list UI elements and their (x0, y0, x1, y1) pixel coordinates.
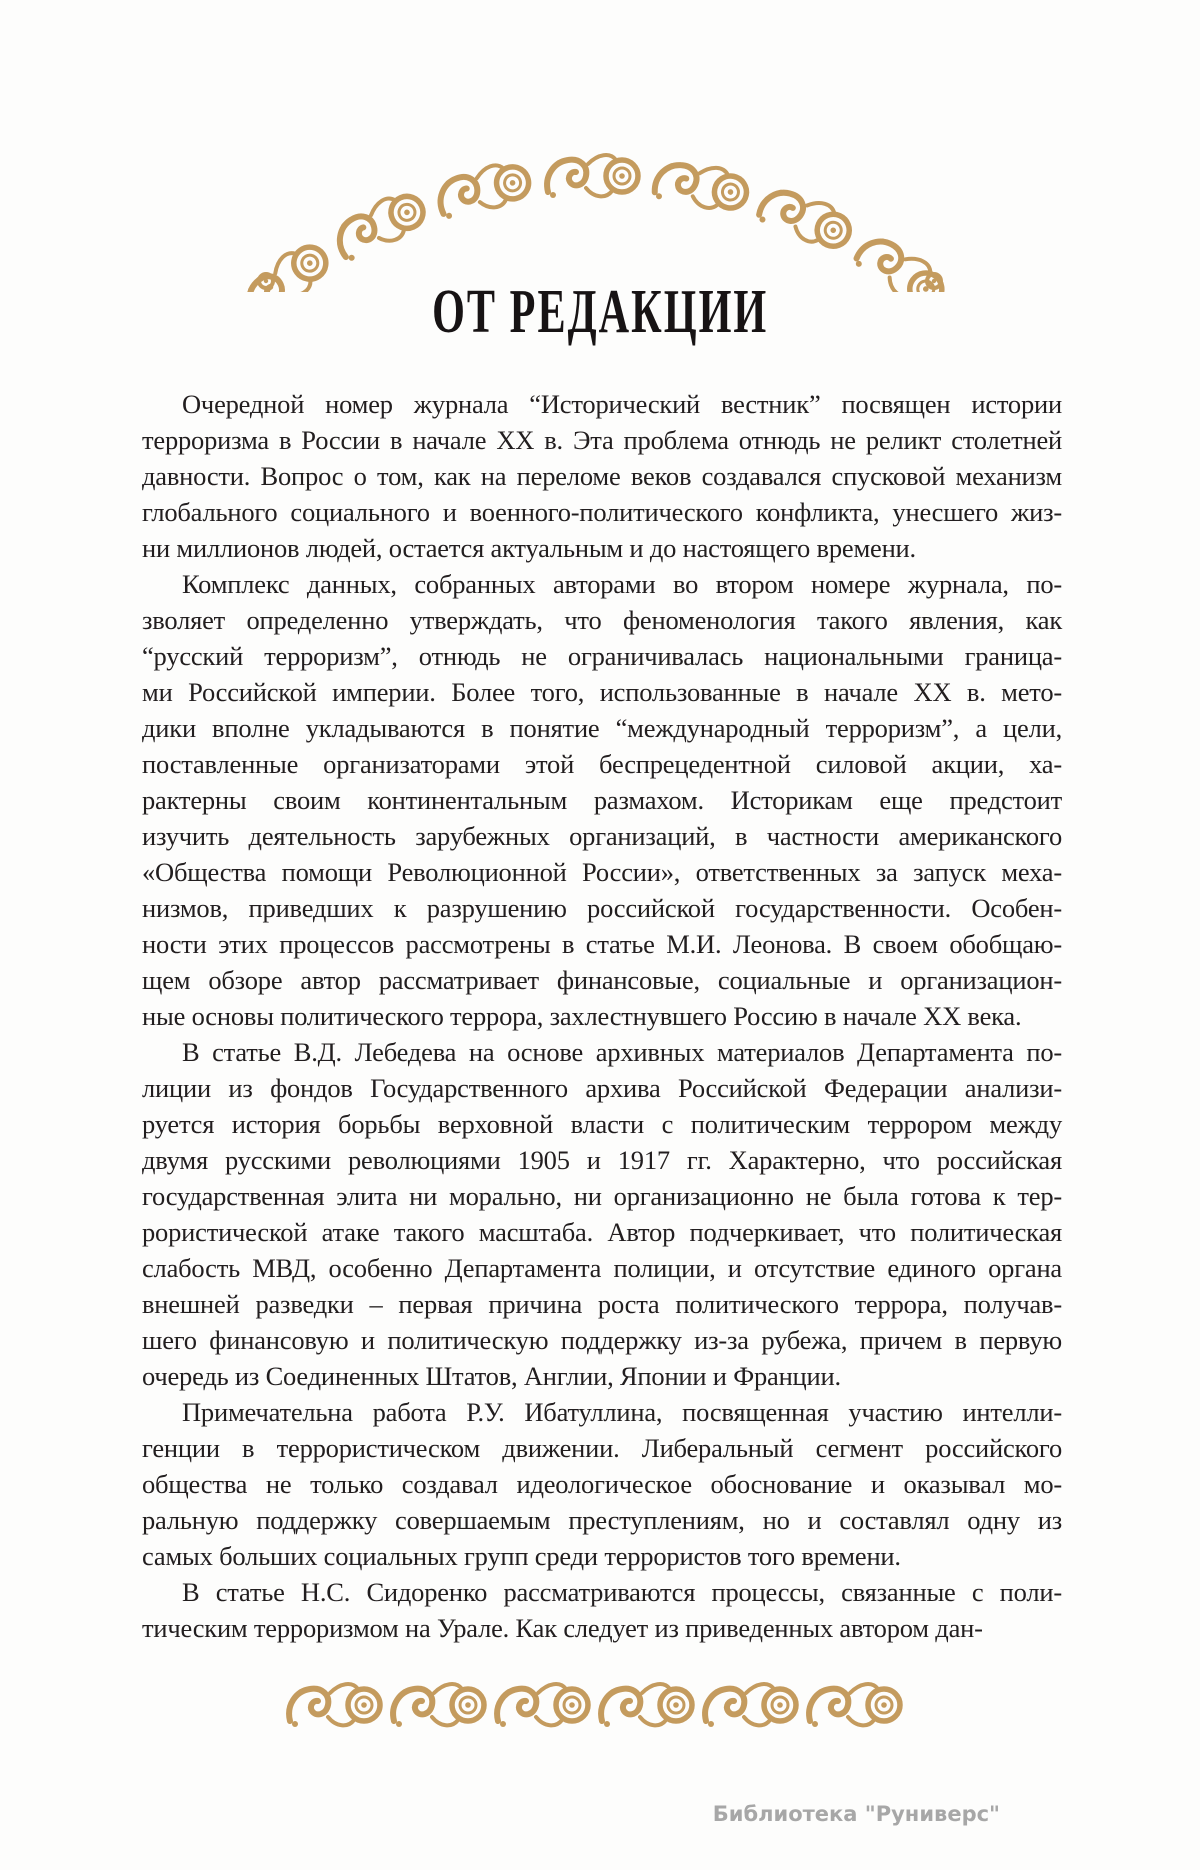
text-line: очередь из Соединенных Штатов, Англии, Японии и Франции. (142, 1361, 841, 1391)
text-line: общества не только создавал идеологическое обоснование и оказывал мо- (142, 1469, 1062, 1499)
text-line: руется история борьбы верховной власти с политическим террором между (142, 1109, 1062, 1139)
text-line: Примечательна работа Р.У. Ибатуллина, посвященная участию интелли- (182, 1397, 1062, 1427)
ornament-arc-icon (240, 140, 960, 292)
text-line: ности этих процессов рассмотрены в статье М.И. Леонова. В своем обобщаю- (142, 929, 1062, 959)
text-line: ные основы политического террора, захлестнувшего Россию в начале XX века. (142, 1001, 1022, 1031)
ornament-divider-icon (285, 1680, 915, 1734)
text-line: терроризма в России в начале XX в. Эта проблема отнюдь не реликт столетней (142, 425, 1062, 455)
text-line: дики вполне укладываются в понятие “международный терроризм”, а цели, (142, 713, 1062, 743)
text-line: В статье В.Д. Лебедева на основе архивных материалов Департамента по- (182, 1037, 1062, 1067)
text-line: рактерны своим континентальным размахом. Историкам еще предстоит (142, 785, 1062, 815)
text-line: «Общества помощи Революционной России», ответственных за запуск меха- (142, 857, 1062, 887)
text-line: двумя русскими революциями 1905 и 1917 гг. Характерно, что российская (142, 1145, 1062, 1175)
text-line: зволяет определенно утверждать, что феноменология такого явления, как (142, 605, 1062, 635)
page-title (0, 278, 1200, 346)
text-line: низмов, приведших к разрушению российской государственности. Особен- (142, 893, 1062, 923)
text-line: шего финансовую и политическую поддержку из-за рубежа, причем в первую (142, 1325, 1062, 1355)
text-line: тическим терроризмом на Урале. Как следует из приведенных автором дан- (142, 1613, 983, 1643)
text-line: самых больших социальных групп среди террористов того времени. (142, 1541, 901, 1571)
text-line: давности. Вопрос о том, как на переломе веков создавался спусковой механизм (142, 461, 1062, 491)
text-line: щем обзоре автор рассматривает финансовые, социальные и организацион- (142, 965, 1062, 995)
text-block (142, 386, 1062, 1646)
text-line: ни миллионов людей, остается актуальным и до настоящего времени. (142, 533, 916, 563)
text-line: рористической атаке такого масштаба. Автор подчеркивает, что политическая (142, 1217, 1062, 1247)
text-line: ми Российской империи. Более того, использованные в начале XX в. мето- (142, 677, 1062, 707)
text-line: ральную поддержку совершаемым преступлениям, но и составлял одну из (142, 1505, 1062, 1535)
text-line: изучить деятельность зарубежных организаций, в частности американского (142, 821, 1062, 851)
text-line: поставленные организаторами этой беспрецедентной силовой акции, ха- (142, 749, 1062, 779)
text-line: внешней разведки – первая причина роста политического террора, получав- (142, 1289, 1062, 1319)
text-line: Комплекс данных, собранных авторами во втором номере журнала, по- (182, 569, 1062, 599)
text-line: генции в террористическом движении. Либеральный сегмент российского (142, 1433, 1062, 1463)
library-watermark: Библиотека "Руниверс" (712, 1802, 1000, 1826)
text-line: “русский терроризм”, отнюдь не ограничивалась национальными граница- (142, 641, 1062, 671)
text-line: лиции из фондов Государственного архива Российской Федерации анализи- (142, 1073, 1062, 1103)
text-line: Очередной номер журнала “Исторический вестник” посвящен истории (182, 389, 1062, 419)
text-line: слабость МВД, особенно Департамента полиции, и отсутствие единого органа (142, 1253, 1062, 1283)
text-line: государственная элита ни морально, ни организационно не была готова к тер- (142, 1181, 1062, 1211)
text-line: глобального социального и военного-политического конфликта, унесшего жиз- (142, 497, 1062, 527)
page-title-text: ОТ РЕДАКЦИИ (431, 278, 769, 346)
text-line: В статье Н.С. Сидоренко рассматриваются процессы, связанные с поли- (182, 1577, 1062, 1607)
